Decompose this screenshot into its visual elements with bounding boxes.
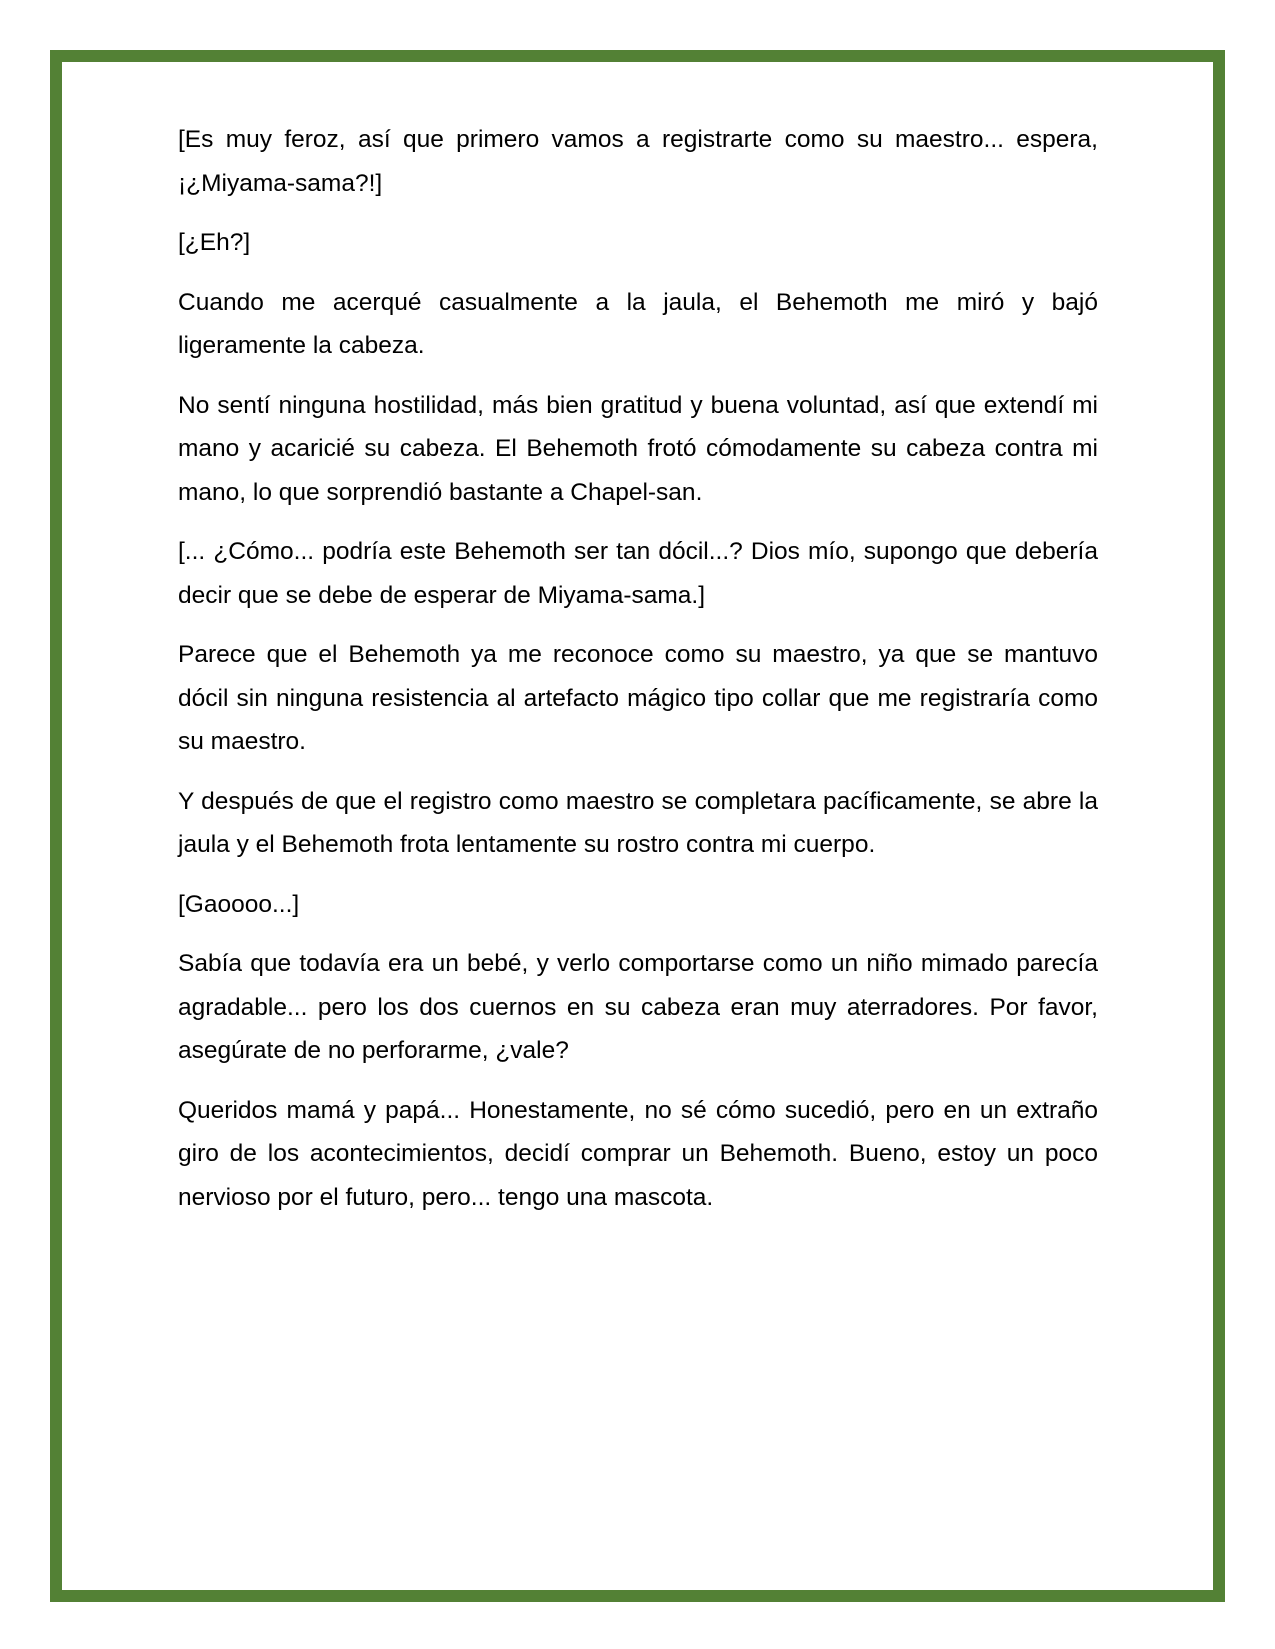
paragraph-6: Parece que el Behemoth ya me reconoce como su maestro, ya que se mantuvo dócil sin ninguna resistencia al artefacto mágico tipo collar que me registraría como su maestro. — [178, 641, 1098, 755]
page-body — [178, 118, 1098, 1235]
paragraph-2: [¿Eh?] — [178, 229, 251, 256]
paragraph-5: [... ¿Cómo... podría este Behemoth ser tan dócil...? Dios mío, supongo que debería decir que se debe de esperar de Miyama-sama.] — [178, 538, 1098, 609]
paragraph-9: Sabía que todavía era un bebé, y verlo comportarse como un niño mimado parecía agradable... pero los dos cuernos en su cabeza eran muy aterradores. Por favor, asegúrate de no perforarme, ¿vale? — [178, 950, 1098, 1064]
paragraph-8: [Gaoooo...] — [178, 890, 300, 918]
paragraph-7: Y después de que el registro como maestro se completara pacíficamente, se abre la jaula y el Behemoth frota lentamente su rostro contra mi cuerpo. — [178, 787, 1098, 858]
paragraph-4: No sentí ninguna hostilidad, más bien gratitud y buena voluntad, así que extendí mi mano y acaricié su cabeza. El Behemoth frotó cómodamente su cabeza contra mi mano, lo que sorprendió bastante a Chapel-san. — [178, 391, 1098, 506]
paragraph-1: [Es muy feroz, así que primero vamos a registrarte como su maestro... espera, ¡¿Miyama-sama?!] — [178, 126, 1098, 197]
paragraph-10: Queridos mamá y papá... Honestamente, no sé cómo sucedió, pero en un extraño giro de los acontecimientos, decidí comprar un Behemoth. Bueno, estoy un poco nervioso por el futuro, pero... tengo una mascota. — [178, 1096, 1098, 1211]
paragraph-3: Cuando me acerqué casualmente a la jaula, el Behemoth me miró y bajó ligeramente la cabeza. — [178, 288, 1098, 359]
